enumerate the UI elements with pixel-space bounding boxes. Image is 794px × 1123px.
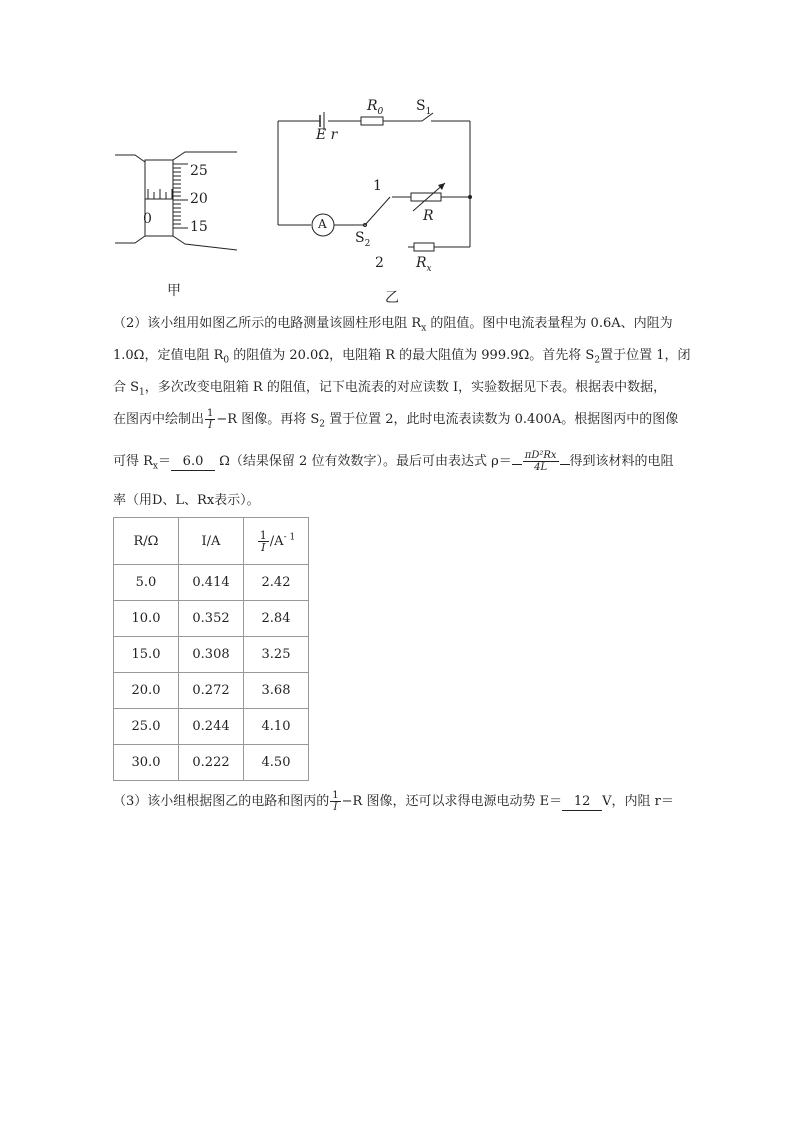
position-1-label: 1 bbox=[373, 178, 382, 194]
table-row: 20.0 0.272 3.68 bbox=[114, 673, 309, 709]
part2-line6: 率（用D、L、Rx表示）。 bbox=[113, 493, 260, 508]
answer-emf: 12 bbox=[562, 794, 602, 811]
r0-label: $R_0$ bbox=[367, 98, 384, 117]
answer-rx: 6.0 bbox=[171, 454, 215, 471]
micrometer-figure bbox=[110, 140, 250, 255]
fraction-resistivity: $\frac{\text{πD²Rx}}{4L}$ bbox=[524, 450, 557, 473]
position-2-label: 2 bbox=[375, 255, 384, 271]
s1-label: $S_1$ bbox=[416, 98, 432, 117]
er-label: E r bbox=[316, 127, 338, 143]
table-header-row bbox=[114, 518, 309, 565]
header-inv-i: $\frac{1}{I}$ $/A^{- 1}$ bbox=[244, 518, 309, 565]
part3-line: （3）该小组根据图乙的电路和图丙的 $\frac{1}{I}$ −R 图像，还可以求得电源电动势 E＝ 12 V，内阻 r＝ bbox=[113, 790, 674, 813]
rheostat-label: R bbox=[423, 208, 434, 224]
s2-label: $S_2$ bbox=[355, 230, 371, 249]
part2-line5: 可得 $R_x= 6.0$ Ω（结果保留 2 位有效数字）。最后可由表达式 ρ＝ $\frac{\text{πD²Rx}}{4L}$ 得到该材料的电阻 bbox=[113, 450, 674, 473]
table-row: 30.0 0.222 4.50 bbox=[114, 745, 309, 781]
fraction-1-over-i: $\frac{1}{I}$ bbox=[207, 408, 214, 431]
resistor-r0 bbox=[361, 117, 383, 125]
figure-yi-caption: 乙 bbox=[385, 290, 399, 306]
rx-label: $R_x$ bbox=[416, 255, 432, 274]
table-row: 5.0 0.414 2.42 bbox=[114, 565, 309, 601]
header-i: I/A bbox=[179, 518, 244, 565]
part2-line1: （2）该小组用如图乙所示的电路测量该圆柱形电阻 $R_x$ 的阻值。图中电流表量程为 0.6A、内阻为 bbox=[113, 316, 673, 334]
micrometer-label-15: 15 bbox=[190, 219, 208, 235]
figure-jia-caption: 甲 bbox=[167, 283, 181, 299]
table-row: 10.0 0.352 2.84 bbox=[114, 601, 309, 637]
micrometer-label-20: 20 bbox=[190, 191, 208, 207]
header-r: R/Ω bbox=[114, 518, 179, 565]
micrometer-zero: 0 bbox=[143, 211, 152, 227]
data-table bbox=[113, 517, 309, 781]
part2-line3: 合 $S_1$，多次改变电阻箱 R 的阻值，记下电流表的对应读数 I，实验数据见下表。根据表中数据， bbox=[113, 380, 667, 398]
table-row: 15.0 0.308 3.25 bbox=[114, 637, 309, 673]
table-row: 25.0 0.244 4.10 bbox=[114, 709, 309, 745]
part2-line2: 1.0Ω，定值电阻 $R_0$ 的阻值为 20.0Ω，电阻箱 R 的最大阻值为 999.9Ω。首先将 $S_2$置于位置 1，闭 bbox=[113, 348, 691, 366]
ammeter-label: A bbox=[318, 217, 327, 231]
micrometer-label-25: 25 bbox=[190, 163, 208, 179]
resistor-rx bbox=[414, 243, 434, 251]
fraction-1-over-i-part3: $\frac{1}{I}$ bbox=[332, 790, 339, 813]
part2-line4: 在图丙中绘制出 $\frac{1}{I}$ −R 图像。再将 $S_2$ 置于位置 2，此时电流表读数为 0.400A。根据图丙中的图像 bbox=[113, 408, 679, 431]
